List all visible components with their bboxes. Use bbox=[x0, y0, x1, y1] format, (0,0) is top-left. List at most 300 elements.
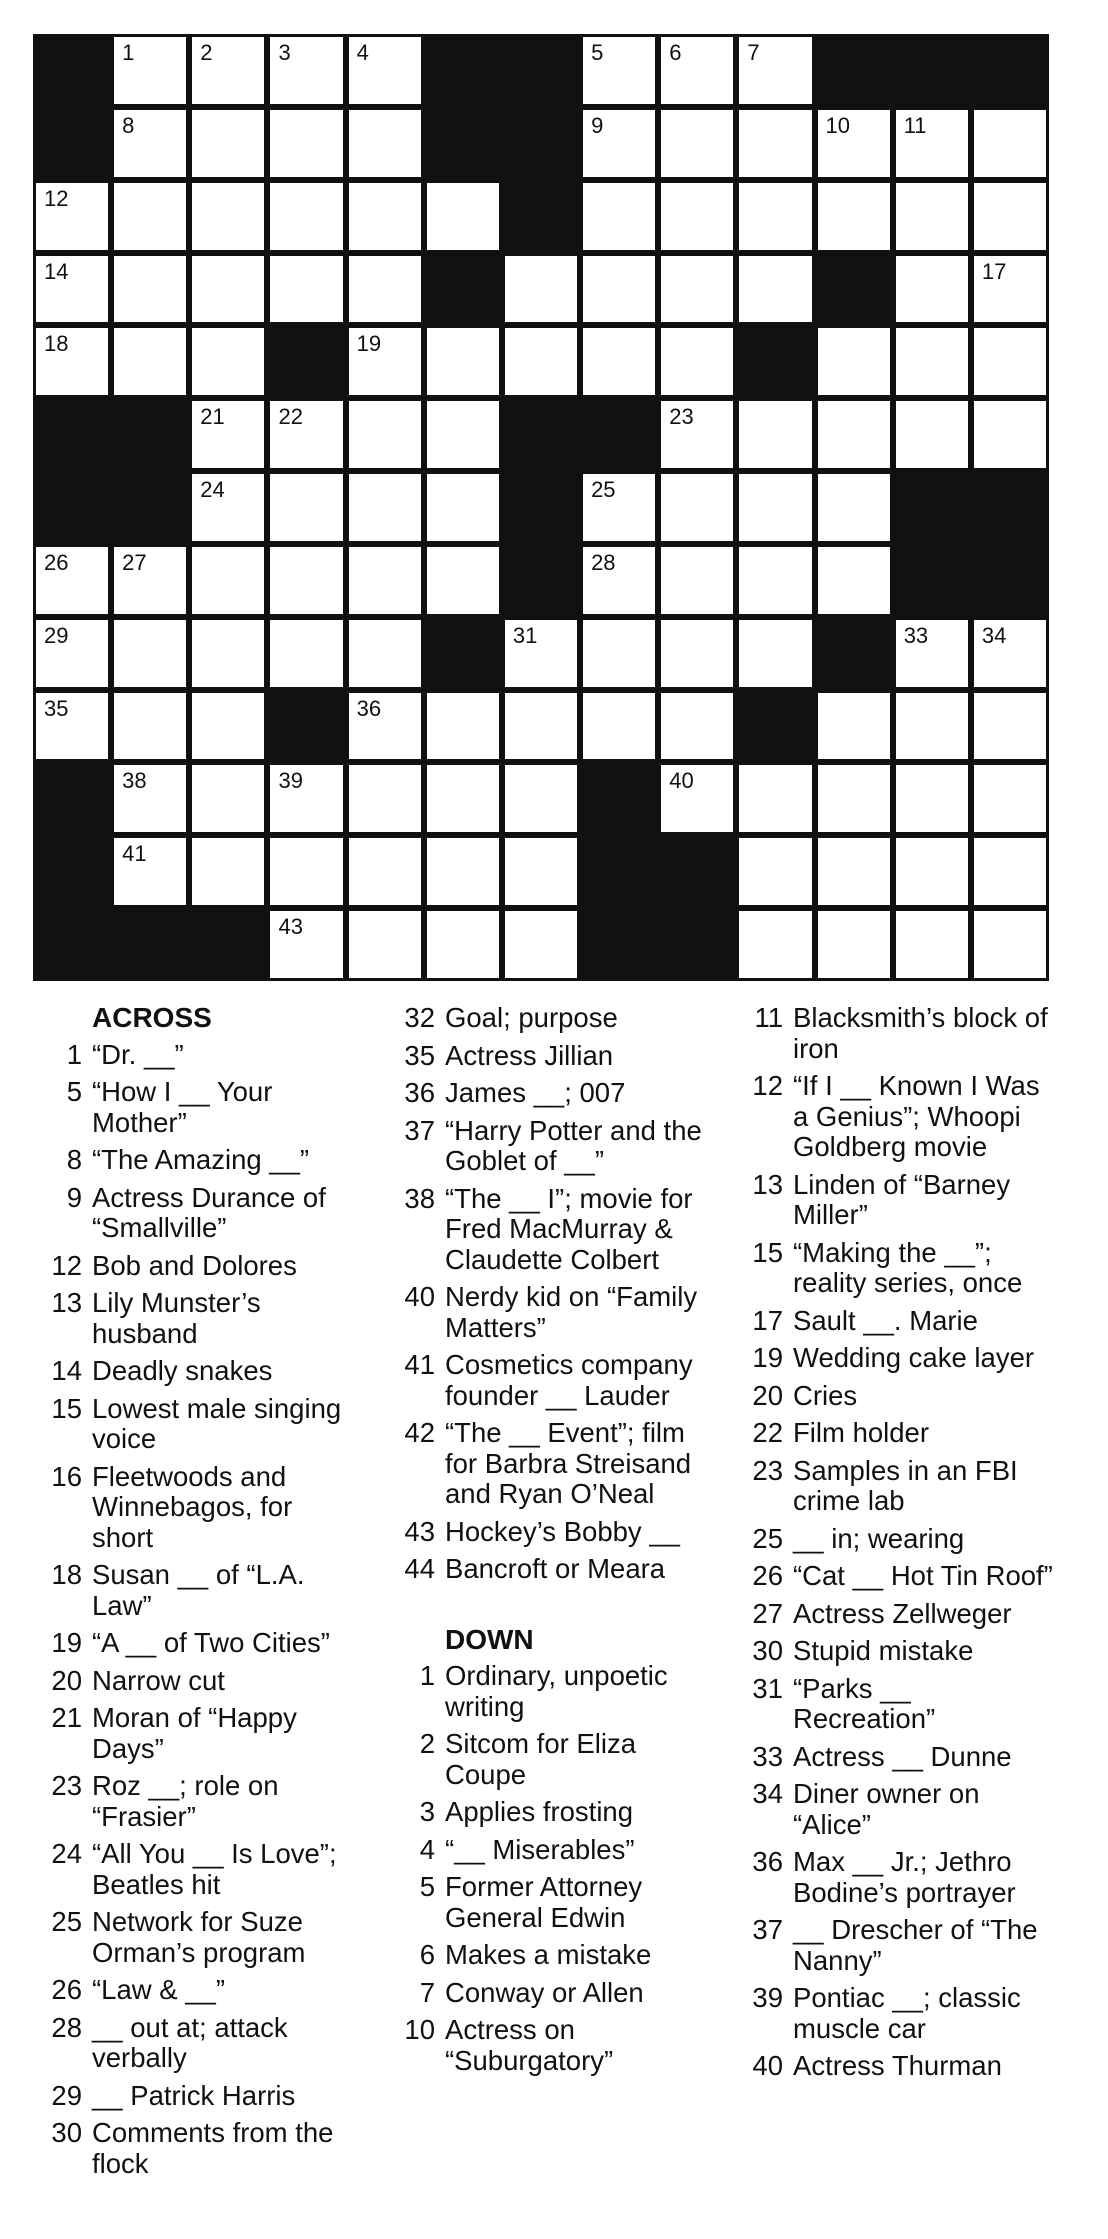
clue-item bbox=[380, 1116, 720, 1177]
cell-number: 23 bbox=[669, 404, 694, 430]
clue-item bbox=[728, 1915, 1058, 1976]
clue-text: “The Amazing __” bbox=[92, 1144, 310, 1175]
clue-item bbox=[728, 1847, 1058, 1908]
clue-text: Nerdy kid on “Family Matters” bbox=[445, 1281, 698, 1343]
clue-text: __ Drescher of “The Nanny” bbox=[793, 1914, 1038, 1976]
clue-item bbox=[33, 1907, 353, 1968]
grid-cell[interactable] bbox=[739, 401, 811, 468]
clue-number: 40 bbox=[752, 2050, 783, 2081]
cell-number: 40 bbox=[669, 768, 694, 794]
clue-item bbox=[33, 1394, 353, 1455]
grid-cell[interactable] bbox=[270, 256, 342, 323]
grid-cell[interactable] bbox=[427, 693, 499, 760]
grid-cell[interactable] bbox=[349, 37, 421, 104]
grid-cell[interactable] bbox=[661, 474, 733, 541]
clue-item bbox=[380, 1282, 720, 1343]
grid-cell[interactable] bbox=[192, 256, 264, 323]
clue-item bbox=[728, 1343, 1058, 1374]
grid-cell[interactable] bbox=[974, 183, 1046, 250]
clue-number: 37 bbox=[752, 1914, 783, 1945]
clue-number: 23 bbox=[752, 1454, 783, 1486]
clue-text: “Law & __” bbox=[92, 1974, 225, 2005]
grid-cell[interactable] bbox=[661, 110, 733, 177]
grid-cell[interactable] bbox=[427, 183, 499, 250]
grid-cell[interactable] bbox=[349, 328, 421, 395]
clue-number: 28 bbox=[51, 2011, 82, 2043]
grid-cell[interactable] bbox=[114, 547, 186, 614]
grid-cell[interactable] bbox=[270, 401, 342, 468]
grid-cell[interactable] bbox=[349, 474, 421, 541]
grid-cell[interactable] bbox=[270, 547, 342, 614]
clue-text: Lily Munster’s husband bbox=[92, 1287, 261, 1349]
clue-number: 2 bbox=[419, 1728, 435, 1759]
clue-text: Actress Zellweger bbox=[793, 1597, 1012, 1629]
grid-cell[interactable] bbox=[192, 838, 264, 905]
clue-number: 14 bbox=[51, 1355, 82, 1386]
grid-cell[interactable] bbox=[114, 693, 186, 760]
crossword-grid bbox=[33, 34, 1049, 981]
clue-text: Ordinary, unpoetic writing bbox=[445, 1660, 668, 1722]
clue-item bbox=[728, 1071, 1058, 1163]
clue-text: Bob and Dolores bbox=[92, 1249, 297, 1281]
clue-text: Bancroft or Meara bbox=[445, 1553, 666, 1584]
grid-cell[interactable] bbox=[661, 401, 733, 468]
clue-number: 9 bbox=[66, 1181, 82, 1213]
cell-number: 19 bbox=[356, 331, 382, 357]
grid-cell[interactable] bbox=[583, 256, 655, 323]
grid-cell[interactable] bbox=[896, 110, 968, 177]
clue-number: 23 bbox=[51, 1770, 82, 1801]
clue-item bbox=[380, 1184, 720, 1276]
clue-text: Stupid mistake bbox=[793, 1635, 974, 1666]
clue-number: 1 bbox=[419, 1660, 435, 1691]
clues-column-3 bbox=[728, 1003, 1058, 2089]
clue-number: 7 bbox=[419, 1976, 435, 2008]
grid-cell[interactable] bbox=[114, 37, 186, 104]
grid-cell[interactable] bbox=[505, 765, 577, 832]
grid-cell[interactable] bbox=[114, 256, 186, 323]
clue-item bbox=[33, 1251, 353, 1282]
clue-text: Comments from the flock bbox=[92, 2117, 334, 2179]
clue-item bbox=[33, 1356, 353, 1387]
grid-cell[interactable] bbox=[974, 693, 1046, 760]
grid-cell[interactable] bbox=[349, 693, 421, 760]
clue-number: 26 bbox=[51, 1974, 82, 2005]
clue-item bbox=[728, 1238, 1058, 1299]
clue-text: “Harry Potter and the Goblet of __” bbox=[445, 1114, 702, 1176]
grid-cell[interactable] bbox=[661, 37, 733, 104]
clue-item bbox=[728, 2051, 1058, 2082]
grid-cell[interactable] bbox=[818, 838, 890, 905]
clue-item bbox=[728, 1524, 1058, 1555]
cell-number: 11 bbox=[903, 112, 927, 138]
clue-text: Samples in an FBI crime lab bbox=[793, 1454, 1018, 1516]
cell-number: 7 bbox=[747, 40, 760, 65]
grid-cell[interactable] bbox=[739, 37, 811, 104]
clue-text: Actress Durance of “Smallville” bbox=[92, 1181, 326, 1243]
clue-number: 20 bbox=[752, 1379, 783, 1411]
grid-cell[interactable] bbox=[583, 620, 655, 687]
clue-item bbox=[33, 1288, 353, 1349]
clue-number: 40 bbox=[404, 1281, 435, 1312]
cell-number: 26 bbox=[44, 549, 69, 575]
grid-cell[interactable] bbox=[739, 474, 811, 541]
grid-cell[interactable] bbox=[896, 401, 968, 468]
clue-text: Actress __ Dunne bbox=[793, 1740, 1012, 1772]
clue-item bbox=[728, 1381, 1058, 1412]
grid-cell[interactable] bbox=[192, 110, 264, 177]
clue-text: Hockey’s Bobby __ bbox=[445, 1515, 680, 1547]
clue-text: Moran of “Happy Days” bbox=[92, 1702, 297, 1764]
grid-cell[interactable] bbox=[661, 547, 733, 614]
grid-cell[interactable] bbox=[192, 183, 264, 250]
clue-item bbox=[380, 1872, 720, 1933]
grid-cell[interactable] bbox=[739, 547, 811, 614]
grid-cell[interactable] bbox=[349, 110, 421, 177]
cell-number: 41 bbox=[122, 841, 147, 867]
grid-cell[interactable] bbox=[739, 838, 811, 905]
clue-item bbox=[728, 1983, 1058, 2044]
grid-cell[interactable] bbox=[974, 256, 1046, 323]
clue-number: 33 bbox=[752, 1740, 783, 1772]
cell-number: 35 bbox=[44, 695, 69, 721]
grid-cell[interactable] bbox=[661, 328, 733, 395]
clue-item bbox=[380, 1661, 720, 1722]
grid-cell[interactable] bbox=[896, 911, 968, 978]
grid-cell[interactable] bbox=[427, 911, 499, 978]
grid-cell[interactable] bbox=[505, 620, 577, 687]
across-heading: ACROSS bbox=[92, 1002, 212, 1033]
grid-cell[interactable] bbox=[114, 183, 186, 250]
clue-item bbox=[33, 2081, 353, 2112]
clue-item bbox=[33, 1040, 353, 1071]
clue-number: 30 bbox=[752, 1635, 783, 1666]
clue-item bbox=[33, 1975, 353, 2006]
clue-text: __ Patrick Harris bbox=[92, 2079, 296, 2111]
clue-number: 36 bbox=[404, 1077, 435, 1108]
cell-number: 18 bbox=[44, 331, 69, 357]
grid-cell[interactable] bbox=[114, 110, 186, 177]
grid-cell[interactable] bbox=[818, 110, 890, 177]
clue-number: 13 bbox=[51, 1287, 82, 1318]
clue-number: 6 bbox=[419, 1939, 435, 1970]
clue-number: 4 bbox=[419, 1833, 435, 1865]
grid-cell[interactable] bbox=[36, 620, 108, 687]
cell-number: 31 bbox=[512, 622, 538, 648]
grid-cell[interactable] bbox=[583, 37, 655, 104]
clue-item bbox=[728, 1561, 1058, 1592]
grid-cell[interactable] bbox=[583, 328, 655, 395]
grid-cell[interactable] bbox=[349, 401, 421, 468]
grid-cell[interactable] bbox=[818, 183, 890, 250]
clue-number: 32 bbox=[404, 1002, 435, 1033]
grid-cell[interactable] bbox=[505, 838, 577, 905]
grid-cell[interactable] bbox=[818, 401, 890, 468]
clue-item bbox=[380, 1797, 720, 1828]
clue-number: 13 bbox=[752, 1168, 783, 1200]
clue-text: Narrow cut bbox=[92, 1664, 225, 1696]
clue-text: __ in; wearing bbox=[793, 1522, 965, 1554]
clue-item bbox=[380, 1940, 720, 1971]
cell-number: 24 bbox=[200, 477, 225, 503]
clues-column-1 bbox=[33, 1003, 353, 2186]
down-heading: DOWN bbox=[445, 1623, 534, 1655]
clue-text: “Parks __ Recreation” bbox=[793, 1672, 936, 1734]
cell-number: 10 bbox=[825, 112, 851, 138]
clue-number: 18 bbox=[51, 1559, 82, 1590]
grid-cell[interactable] bbox=[661, 256, 733, 323]
clue-item bbox=[728, 1599, 1058, 1630]
cell-number: 6 bbox=[669, 40, 682, 65]
clue-item bbox=[33, 1703, 353, 1764]
grid-cell[interactable] bbox=[739, 765, 811, 832]
clue-text: Actress on “Suburgatory” bbox=[445, 2014, 614, 2076]
clue-number: 27 bbox=[752, 1597, 783, 1629]
grid-cell[interactable] bbox=[974, 911, 1046, 978]
clue-item bbox=[728, 1779, 1058, 1840]
grid-cell[interactable] bbox=[270, 838, 342, 905]
grid-cell[interactable] bbox=[739, 256, 811, 323]
clue-item bbox=[380, 1517, 720, 1548]
grid-cell[interactable] bbox=[505, 328, 577, 395]
cell-number: 22 bbox=[278, 404, 303, 430]
clue-text: __ out at; attack verbally bbox=[92, 2011, 288, 2073]
grid-cell[interactable] bbox=[192, 37, 264, 104]
grid-cell[interactable] bbox=[661, 693, 733, 760]
cell-number: 25 bbox=[591, 477, 616, 503]
grid-cell[interactable] bbox=[349, 911, 421, 978]
grid-cell[interactable] bbox=[270, 37, 342, 104]
grid-cell[interactable] bbox=[36, 547, 108, 614]
clue-number: 30 bbox=[51, 2117, 82, 2148]
cell-number: 28 bbox=[591, 549, 616, 575]
grid-cell[interactable] bbox=[349, 838, 421, 905]
grid-cell[interactable] bbox=[739, 911, 811, 978]
clue-number: 37 bbox=[404, 1114, 435, 1146]
grid-cell[interactable] bbox=[270, 110, 342, 177]
grid-cell[interactable] bbox=[818, 474, 890, 541]
clue-text: Linden of “Barney Miller” bbox=[793, 1168, 1011, 1230]
clue-number: 8 bbox=[66, 1144, 82, 1175]
grid-cell[interactable] bbox=[114, 765, 186, 832]
grid-cell[interactable] bbox=[818, 328, 890, 395]
grid-cell[interactable] bbox=[896, 620, 968, 687]
cell-number: 33 bbox=[903, 622, 929, 648]
grid-cell[interactable] bbox=[896, 765, 968, 832]
clue-number: 26 bbox=[752, 1560, 783, 1591]
grid-cell[interactable] bbox=[974, 765, 1046, 832]
clue-text: Former Attorney General Edwin bbox=[445, 1871, 643, 1933]
clue-number: 31 bbox=[752, 1672, 783, 1704]
grid-cell[interactable] bbox=[192, 401, 264, 468]
clue-text: Network for Suze Orman’s program bbox=[92, 1906, 306, 1968]
grid-cell[interactable] bbox=[661, 183, 733, 250]
clue-text: “How I __ Your Mother” bbox=[92, 1076, 273, 1138]
cell-number: 34 bbox=[981, 622, 1007, 648]
grid-cell[interactable] bbox=[192, 547, 264, 614]
cell-number: 29 bbox=[44, 622, 69, 648]
grid-cell[interactable] bbox=[349, 256, 421, 323]
grid-cell[interactable] bbox=[974, 110, 1046, 177]
clue-text: “Making the __”; reality series, once bbox=[793, 1236, 1023, 1298]
grid-cell[interactable] bbox=[349, 620, 421, 687]
grid-cell[interactable] bbox=[739, 620, 811, 687]
clue-item bbox=[33, 1145, 353, 1176]
grid-cell[interactable] bbox=[739, 110, 811, 177]
clue-number: 12 bbox=[752, 1070, 783, 1101]
clue-number: 1 bbox=[66, 1038, 82, 1070]
grid-cell[interactable] bbox=[270, 474, 342, 541]
grid-cell[interactable] bbox=[427, 765, 499, 832]
cell-number: 17 bbox=[981, 258, 1007, 284]
grid-cell[interactable] bbox=[896, 256, 968, 323]
grid-cell[interactable] bbox=[427, 547, 499, 614]
grid-cell[interactable] bbox=[427, 838, 499, 905]
grid-cell[interactable] bbox=[818, 911, 890, 978]
clue-text: Goal; purpose bbox=[445, 1002, 618, 1033]
grid-cell[interactable] bbox=[427, 401, 499, 468]
grid-cell[interactable] bbox=[114, 620, 186, 687]
grid-cell[interactable] bbox=[349, 547, 421, 614]
grid-cell[interactable] bbox=[114, 838, 186, 905]
clue-number: 20 bbox=[51, 1664, 82, 1696]
clue-item bbox=[33, 1183, 353, 1244]
cell-number: 14 bbox=[44, 258, 69, 284]
grid-cell[interactable] bbox=[349, 765, 421, 832]
grid-cell[interactable] bbox=[36, 256, 108, 323]
grid-cell[interactable] bbox=[739, 183, 811, 250]
grid-cell[interactable] bbox=[192, 765, 264, 832]
grid-cell[interactable] bbox=[818, 547, 890, 614]
clue-text: Makes a mistake bbox=[445, 1939, 652, 1970]
cell-number: 5 bbox=[591, 40, 604, 65]
grid-cell[interactable] bbox=[583, 183, 655, 250]
grid-cell[interactable] bbox=[114, 328, 186, 395]
clue-item bbox=[33, 1771, 353, 1832]
grid-cell[interactable] bbox=[896, 328, 968, 395]
grid-cell[interactable] bbox=[974, 401, 1046, 468]
clue-number: 25 bbox=[51, 1906, 82, 1937]
grid-cell[interactable] bbox=[583, 474, 655, 541]
grid-cell[interactable] bbox=[270, 183, 342, 250]
grid-cell[interactable] bbox=[583, 110, 655, 177]
clue-number: 25 bbox=[752, 1522, 783, 1554]
grid-cell[interactable] bbox=[661, 765, 733, 832]
grid-cell[interactable] bbox=[505, 911, 577, 978]
grid-cell[interactable] bbox=[896, 693, 968, 760]
grid-cell[interactable] bbox=[583, 547, 655, 614]
cell-number: 39 bbox=[278, 768, 303, 794]
clue-text: “Dr. __” bbox=[92, 1038, 184, 1070]
clue-item bbox=[380, 1350, 720, 1411]
grid-cell[interactable] bbox=[974, 620, 1046, 687]
clue-text: Film holder bbox=[793, 1417, 930, 1448]
clue-number: 15 bbox=[752, 1236, 783, 1268]
clue-item bbox=[728, 1003, 1058, 1064]
clue-text: Susan __ of “L.A. Law” bbox=[92, 1559, 305, 1621]
clue-item bbox=[728, 1418, 1058, 1449]
clue-number: 10 bbox=[404, 2014, 435, 2045]
grid-cell[interactable] bbox=[270, 620, 342, 687]
clue-number: 35 bbox=[404, 1039, 435, 1071]
clue-item bbox=[33, 2013, 353, 2074]
clues-column-2 bbox=[380, 1003, 720, 2083]
grid-cell[interactable] bbox=[505, 693, 577, 760]
clue-text: Actress Thurman bbox=[793, 2050, 1002, 2081]
clue-text: Blacksmith’s block of iron bbox=[793, 1002, 1048, 1064]
clue-number: 16 bbox=[51, 1460, 82, 1492]
clue-number: 12 bbox=[51, 1249, 82, 1281]
grid-cell[interactable] bbox=[192, 328, 264, 395]
clue-item bbox=[33, 1560, 353, 1621]
clue-number: 19 bbox=[752, 1342, 783, 1373]
grid-cell[interactable] bbox=[974, 838, 1046, 905]
grid-cell[interactable] bbox=[270, 911, 342, 978]
cell-number: 2 bbox=[200, 40, 213, 65]
clue-item bbox=[33, 1462, 353, 1554]
clue-item bbox=[380, 1041, 720, 1072]
clue-number: 11 bbox=[754, 1002, 783, 1033]
grid-cell[interactable] bbox=[192, 620, 264, 687]
clue-text: “A __ of Two Cities” bbox=[92, 1627, 330, 1658]
grid-cell[interactable] bbox=[270, 765, 342, 832]
clue-text: Lowest male singing voice bbox=[92, 1392, 342, 1454]
grid-cell[interactable] bbox=[36, 693, 108, 760]
grid-cell[interactable] bbox=[818, 765, 890, 832]
clue-text: “__ Miserables” bbox=[445, 1833, 635, 1865]
clue-item bbox=[380, 1418, 720, 1510]
grid-cell[interactable] bbox=[661, 620, 733, 687]
clue-number: 24 bbox=[51, 1838, 82, 1869]
clue-text: Conway or Allen bbox=[445, 1976, 644, 2008]
cell-number: 8 bbox=[122, 112, 135, 138]
cell-number: 36 bbox=[356, 695, 382, 721]
grid-cell[interactable] bbox=[36, 183, 108, 250]
grid-cell[interactable] bbox=[505, 256, 577, 323]
cell-number: 27 bbox=[122, 549, 147, 575]
grid-cell[interactable] bbox=[974, 328, 1046, 395]
clue-item bbox=[728, 1306, 1058, 1337]
grid-cell[interactable] bbox=[583, 693, 655, 760]
clue-text: Cosmetics company founder __ Lauder bbox=[445, 1349, 693, 1411]
cell-number: 9 bbox=[591, 112, 604, 138]
grid-cell[interactable] bbox=[36, 328, 108, 395]
clue-number: 5 bbox=[66, 1076, 82, 1107]
clue-text: Max __ Jr.; Jethro Bodine’s portrayer bbox=[793, 1846, 1016, 1908]
grid-cell[interactable] bbox=[896, 838, 968, 905]
clue-text: “All You __ Is Love”; Beatles hit bbox=[92, 1838, 337, 1900]
grid-cell[interactable] bbox=[818, 693, 890, 760]
grid-cell[interactable] bbox=[349, 183, 421, 250]
grid-cell[interactable] bbox=[427, 328, 499, 395]
clue-number: 19 bbox=[51, 1627, 82, 1658]
clue-number: 22 bbox=[752, 1417, 783, 1448]
grid-cell[interactable] bbox=[896, 183, 968, 250]
cell-number: 1 bbox=[122, 40, 135, 65]
clue-item bbox=[728, 1636, 1058, 1667]
grid-cell[interactable] bbox=[427, 474, 499, 541]
clue-item bbox=[380, 1554, 720, 1585]
clue-text: Actress Jillian bbox=[445, 1039, 614, 1071]
grid-cell[interactable] bbox=[192, 693, 264, 760]
grid-cell[interactable] bbox=[192, 474, 264, 541]
clue-number: 34 bbox=[752, 1778, 783, 1809]
cell-number: 3 bbox=[278, 40, 291, 65]
clue-text: Deadly snakes bbox=[92, 1355, 273, 1386]
clue-number: 29 bbox=[51, 2079, 82, 2111]
clue-item bbox=[33, 1839, 353, 1900]
clue-item bbox=[728, 1170, 1058, 1231]
